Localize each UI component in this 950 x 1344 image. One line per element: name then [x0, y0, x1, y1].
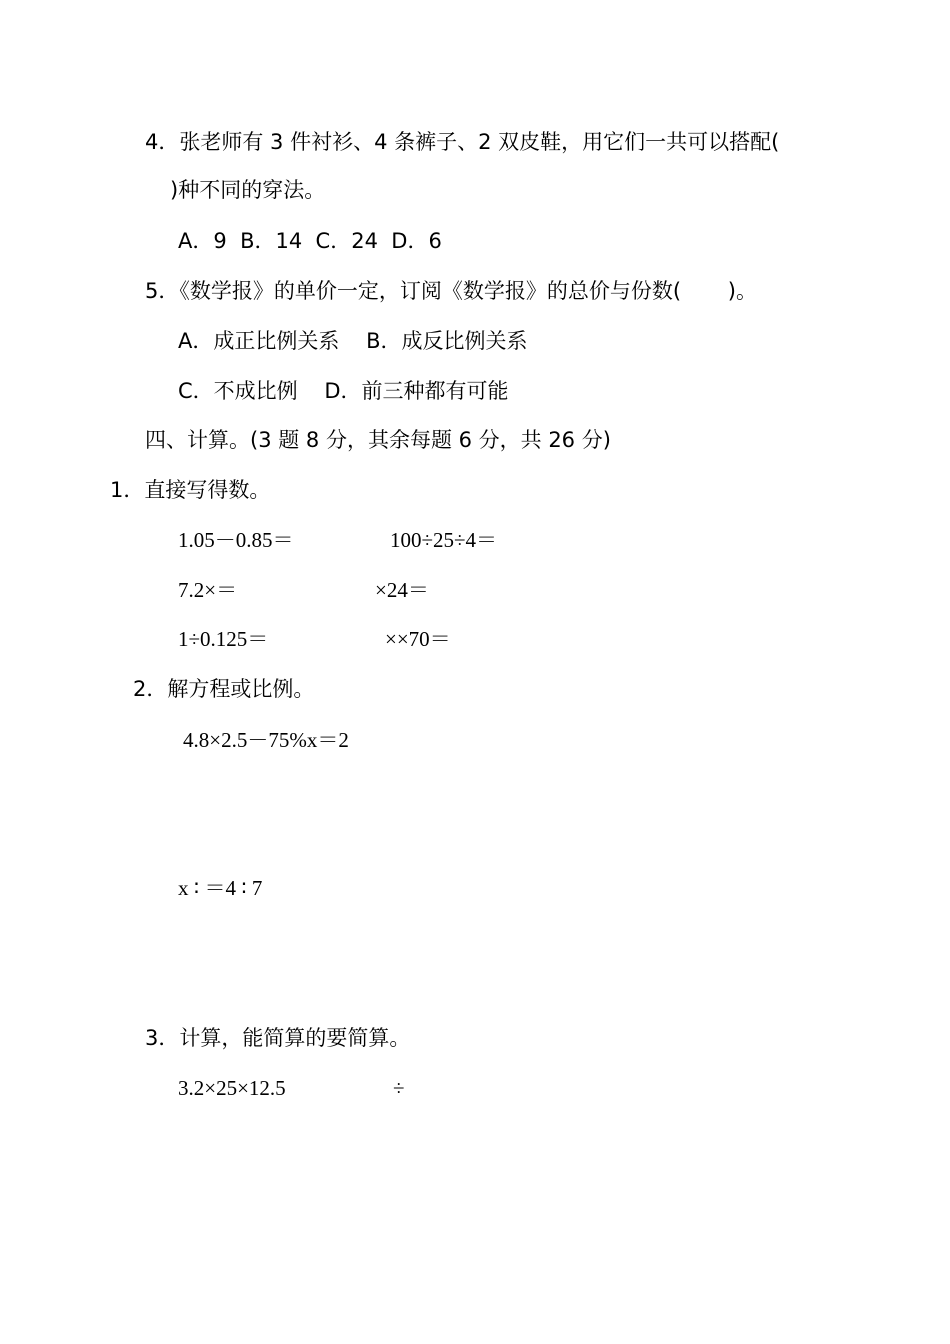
- part-1-title: 1．直接写得数。: [110, 478, 271, 502]
- part-3-title: 3．计算，能简算的要简算。: [145, 1026, 411, 1050]
- section-4-heading: 四、计算。(3 题 8 分，其余每题 6 分，共 26 分): [145, 428, 611, 452]
- part-3-expression-2: ÷: [393, 1076, 405, 1100]
- question-5-options-cd: C．不成比例 D．前三种都有可能: [178, 379, 509, 403]
- part-1-row-1-b: 100÷25÷4＝: [390, 528, 498, 552]
- part-1-row-2-b: ×24＝: [375, 578, 429, 602]
- part-1-row-3-a: 1÷0.125＝: [178, 627, 269, 651]
- question-4-line-1: 4．张老师有 3 件衬衫、4 条裤子、2 双皮鞋，用它们一共可以搭配(: [145, 130, 780, 154]
- part-2-equation-1: 4.8×2.5－75%x＝2: [183, 728, 349, 752]
- question-5-options-ab: A．成正比例关系 B．成反比例关系: [178, 329, 528, 353]
- question-5-stem: 5．《数学报》的单价一定，订阅《数学报》的总价与份数( )。: [145, 279, 757, 303]
- part-2-title: 2．解方程或比例。: [133, 677, 315, 701]
- question-4-options: A．9 B．14 C．24 D．6: [178, 229, 442, 253]
- part-1-row-2-a: 7.2×＝: [178, 578, 238, 602]
- question-4-line-2: )种不同的穿法。: [170, 178, 326, 202]
- part-2-proportion: x ∶ ＝4 ∶ 7: [178, 876, 263, 900]
- part-1-row-1-a: 1.05－0.85＝: [178, 528, 294, 552]
- part-3-expression-1: 3.2×25×12.5: [178, 1076, 286, 1100]
- part-1-row-3-b: ××70＝: [385, 627, 451, 651]
